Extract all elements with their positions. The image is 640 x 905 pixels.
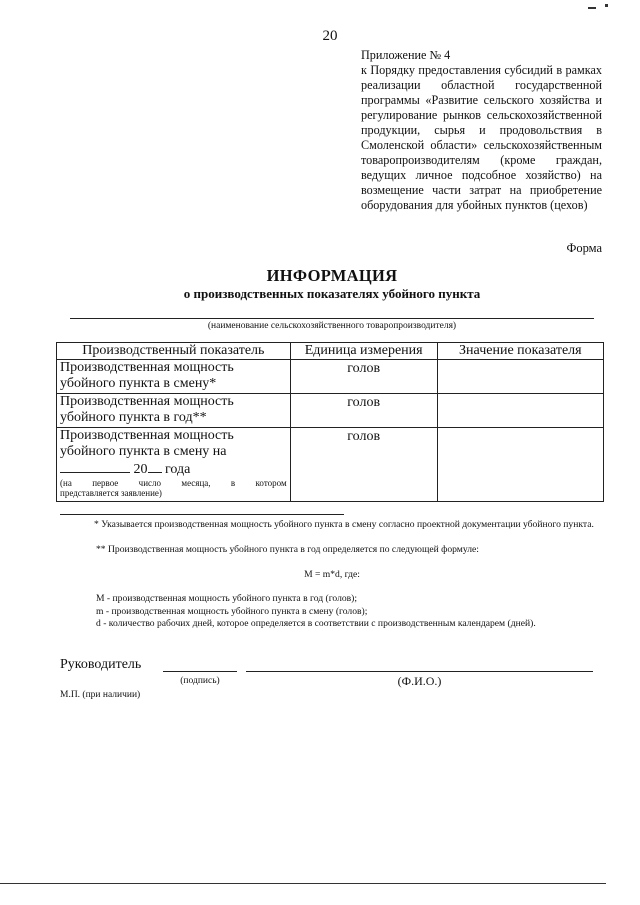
table-header-row — [57, 343, 604, 360]
footnote-2: ** Производственная мощность убойного пункта в год определяется по следующей формуле: — [96, 544, 479, 555]
formula: M = m*d, где: — [304, 569, 360, 580]
legend-item: M - производственная мощность убойного пункта в год (голов); — [96, 593, 358, 604]
stamp-label: М.П. (при наличии) — [60, 690, 141, 700]
producer-name-line — [70, 318, 594, 319]
header-unit: Единица измерения — [290, 343, 437, 360]
footnote-separator — [60, 514, 344, 515]
indicators-table — [56, 342, 604, 502]
appendix-block — [361, 48, 602, 213]
legend-item: d - количество рабочих дней, которое определяется в соответствии с производственным календарем (дней). — [96, 618, 536, 629]
date-blank[interactable] — [60, 460, 130, 473]
year-suffix: года — [165, 462, 191, 477]
table-row — [57, 428, 604, 502]
unit-cell: голов — [290, 360, 437, 394]
value-cell[interactable] — [437, 428, 603, 502]
appendix-title: Приложение № 4 — [361, 48, 451, 62]
head-label: Руководитель — [60, 657, 142, 672]
indicator-cell: Производственная мощность убойного пункта в год** — [57, 394, 291, 428]
table-row — [57, 360, 604, 394]
scan-mark — [588, 7, 596, 9]
bottom-rule — [0, 883, 606, 884]
indicator-cell: Производственная мощность убойного пункта в смену* — [57, 360, 291, 394]
date-note-line2: представляется заявление) — [60, 488, 162, 498]
formula-legend — [96, 593, 606, 631]
scan-dot — [605, 4, 608, 7]
page-number: 20 — [322, 28, 338, 44]
fio-caption: (Ф.И.О.) — [397, 674, 442, 688]
unit-cell: голов — [290, 394, 437, 428]
indicator-text: Производственная мощность убойного пункта в смену на — [60, 428, 234, 459]
document-title: ИНФОРМАЦИЯ — [266, 266, 398, 285]
date-note-line1: (на первое число месяца, в котором — [60, 478, 287, 488]
header-value: Значение показателя — [437, 343, 603, 360]
signature-line[interactable] — [163, 671, 237, 672]
signature-caption: (подпись) — [180, 676, 220, 686]
value-cell[interactable] — [437, 360, 603, 394]
year-blank[interactable] — [148, 460, 162, 473]
document-subtitle: о производственных показателях убойного пункта — [183, 286, 481, 301]
producer-name-caption: (наименование сельскохозяйственного товаропроизводителя) — [207, 321, 457, 331]
header-indicator: Производственный показатель — [57, 343, 291, 360]
form-label: Форма — [566, 241, 602, 255]
footnote-1: * Указывается производственная мощность убойного пункта в смену согласно проектной документации убойного пункта. — [94, 519, 594, 530]
legend-item: m - производственная мощность убойного пункта в смену (голов); — [96, 605, 368, 617]
indicator-cell — [57, 428, 291, 502]
fio-line[interactable] — [246, 671, 593, 672]
value-cell[interactable] — [437, 394, 603, 428]
unit-cell: голов — [290, 428, 437, 502]
table-row — [57, 394, 604, 428]
year-prefix: 20 — [133, 462, 148, 477]
appendix-body: к Порядку предоставления субсидий в рамках реализации областной государственной программы «Развитие сельского хозяйства и регулирование рынков сельскохозяйственной продукции, сырья и продовольствия в Смоленской области» сельскохозяйственным товаропроизводителям (кроме граждан, ведущих личное подсобное хозяйство) на возмещение части затрат на приобретение оборудования для убойных пунктов (цехов) — [361, 63, 602, 212]
